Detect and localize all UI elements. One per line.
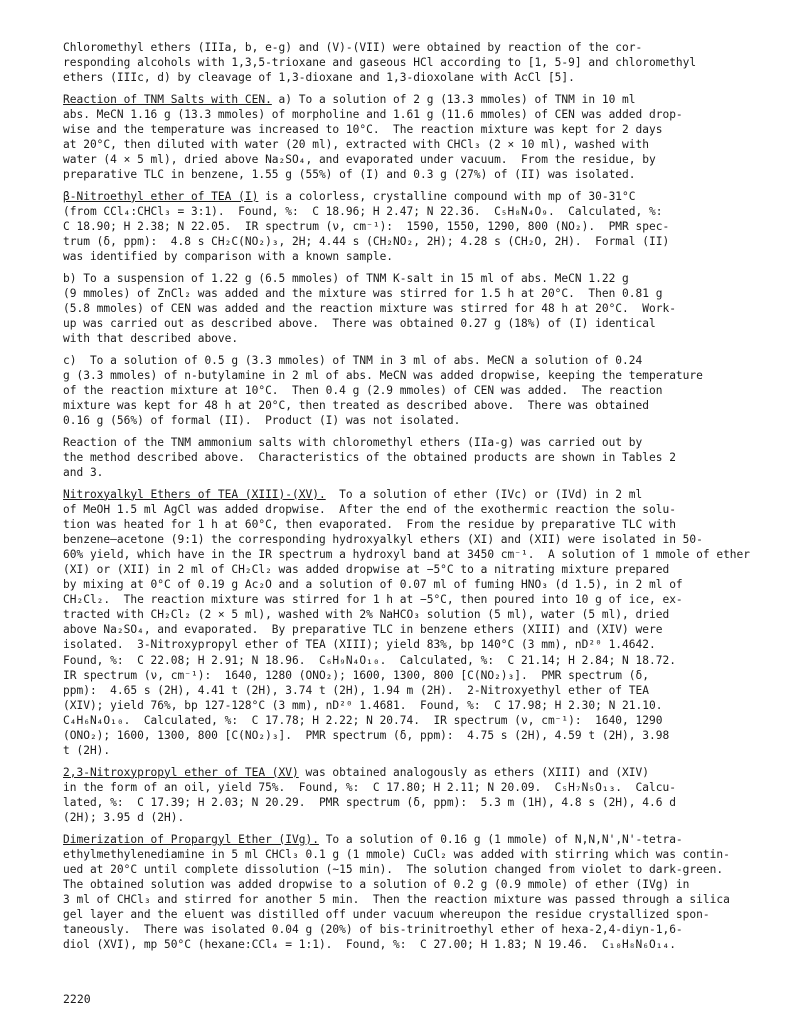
text-line: with that described above. xyxy=(63,332,239,346)
text-fragment: a) To a solution of 2 g (13.3 mmoles) of TNM in 10 ml xyxy=(271,92,636,106)
text-line: ethylmethylenediamine in 5 ml CHCl₃ 0.1 g (1 mmole) CuCl₂ was added with stirring which was contin- xyxy=(63,847,730,861)
text-fragment: To a solution of ether (IVc) or (IVd) in 2 ml xyxy=(325,487,643,501)
section-heading: 2,3-Nitroxypropyl ether of TEA (XV) xyxy=(63,765,299,779)
text-line: was identified by comparison with a known sample. xyxy=(63,250,394,264)
text-line: water (4 × 5 ml), dried above Na₂SO₄, and evaporated under vacuum. From the residue, by xyxy=(63,153,656,167)
text-line: gel layer and the eluent was distilled off under vacuum whereupon the residue crystallized spon- xyxy=(63,908,710,922)
text-line xyxy=(63,487,763,502)
text-line xyxy=(63,765,763,780)
text-line: ppm): 4.65 s (2H), 4.41 t (2H), 3.74 t (2H), 1.94 m (2H). 2-Nitroxyethyl ether of TEA xyxy=(63,683,649,697)
section-heading: Dimerization of Propargyl Ether (IVg). xyxy=(63,832,319,846)
text-line: 3 ml of CHCl₃ and stirred for another 5 min. Then the reaction mixture was passed through a silica xyxy=(63,892,730,906)
text-line: ued at 20°C until complete dissolution (~15 min). The solution changed from violet to dark-green. xyxy=(63,862,724,876)
text-line: c) To a solution of 0.5 g (3.3 mmoles) of TNM in 3 ml of abs. MeCN a solution of 0.24 xyxy=(63,353,643,367)
text-line: (XI) or (XII) in 2 ml of CH₂Cl₂ was added dropwise at −5°C to a nitrating mixture prepared xyxy=(63,563,670,576)
text-line: g (3.3 mmoles) of n-butylamine in 2 ml of abs. MeCN was added dropwise, keeping the temperature xyxy=(63,368,703,382)
text-line: tion was heated for 1 h at 60°C, then evaporated. From the residue by preparative TLC with xyxy=(63,517,676,531)
text-line: up was carried out as described above. There was obtained 0.27 g (18%) of (I) identical xyxy=(63,317,656,331)
paragraph-ammonium-salts xyxy=(63,435,763,480)
text-line: wise and the temperature was increased to 10°C. The reaction mixture was kept for 2 days xyxy=(63,122,663,136)
text-line: taneously. There was isolated 0.04 g (20%) of bis-trinitroethyl ether of hexa-2,4-diyn-1,6- xyxy=(63,923,683,937)
text-line: IR spectrum (ν, cm⁻¹): 1640, 1280 (ONO₂); 1600, 1300, 800 [C(NO₂)₃]. PMR spectrum (δ, xyxy=(63,668,649,682)
text-line: Chloromethyl ethers (IIIa, b, e-g) and (V)-(VII) were obtained by reaction of the cor- xyxy=(63,41,643,54)
paragraph-nitroxypropyl-xv xyxy=(63,765,763,825)
text-line: Found, %: C 22.08; H 2.91; N 18.96. C₆H₉N₄O₁₀. Calculated, %: C 21.14; H 2.84; N 18.72. xyxy=(63,653,676,667)
text-line: preparative TLC in benzene, 1.55 g (55%) of (I) and 0.3 g (27%) of (II) was isolated. xyxy=(63,168,636,182)
text-fragment: is a colorless, crystalline compound with mp of 30-31°C xyxy=(258,189,636,203)
section-heading: Reaction of TNM Salts with CEN. xyxy=(63,92,272,106)
text-fragment: To a solution of 0.16 g (1 mmole) of N,N,N',N'-tetra- xyxy=(318,832,683,846)
text-line: 0.16 g (56%) of formal (II). Product (I) was not isolated. xyxy=(63,414,461,428)
text-line: and 3. xyxy=(63,465,104,479)
text-line xyxy=(63,189,763,204)
text-line: the method described above. Characteristics of the obtained products are shown in Tables 2 xyxy=(63,450,676,464)
section-heading: Nitroxyalkyl Ethers of TEA (XIII)-(XV). xyxy=(63,487,326,501)
paragraph-beta-nitroethyl xyxy=(63,189,763,264)
text-line: t (2H). xyxy=(63,744,111,758)
text-line: (from CCl₄:CHCl₃ = 3:1). Found, %: C 18.96; H 2.47; N 22.36. C₅H₈N₄O₉. Calculated, %: xyxy=(63,204,663,218)
text-line: at 20°C, then diluted with water (20 ml), extracted with CHCl₃ (2 × 10 ml), washed with xyxy=(63,138,649,152)
text-line: The obtained solution was added dropwise to a solution of 0.2 g (0.9 mmole) of ether (IVg) in xyxy=(63,877,690,891)
text-line: (9 mmoles) of ZnCl₂ was added and the mixture was stirred for 1.5 h at 20°C. Then 0.81 g xyxy=(63,286,663,300)
section-heading: β-Nitroethyl ether of TEA (I) xyxy=(63,189,259,203)
text-line: (ONO₂); 1600, 1300, 800 [C(NO₂)₃]. PMR spectrum (δ, ppm): 4.75 s (2H), 4.59 t (2H), 3.98 xyxy=(63,729,670,743)
paragraph-part-c xyxy=(63,353,763,428)
text-line: isolated. 3-Nitroxypropyl ether of TEA (XIII); yield 83%, bp 140°C (3 mm), nD²⁰ 1.4642. xyxy=(63,638,656,652)
text-line: trum (δ, ppm): 4.8 s CH₂C(NO₂)₃, 2H; 4.44 s (CH₂NO₂, 2H); 4.28 s (CH₂O, 2H). Formal (II) xyxy=(63,235,670,249)
text-line: diol (XVI), mp 50°C (hexane:CCl₄ = 1:1). Found, %: C 27.00; H 1.83; N 19.46. C₁₀H₈N₆O₁₄. xyxy=(63,938,676,952)
text-line: 60% yield, which have in the IR spectrum a hydroxyl band at 3450 cm⁻¹. A solution of 1 mmole of ether xyxy=(63,547,751,561)
text-line xyxy=(63,92,763,107)
text-line: tracted with CH₂Cl₂ (2 × 5 ml), washed with 2% NaHCO₃ solution (5 ml), water (5 ml), dried xyxy=(63,608,670,622)
paragraph-reaction-tnm-cen xyxy=(63,92,763,183)
paragraph-intro xyxy=(63,40,763,85)
text-fragment: was obtained analogously as ethers (XIII) and (XIV) xyxy=(298,765,649,779)
text-line: (5.8 mmoles) of CEN was added and the reaction mixture was stirred for 48 h at 20°C. Work- xyxy=(63,302,676,315)
paragraph-nitroxyalkyl xyxy=(63,487,763,759)
page-body xyxy=(63,40,763,959)
text-line: lated, %: C 17.39; H 2.03; N 20.29. PMR spectrum (δ, ppm): 5.3 m (1H), 4.8 s (2H), 4.6 d xyxy=(63,795,676,809)
text-line: of the reaction mixture at 10°C. Then 0.4 g (2.9 mmoles) of CEN was added. The reaction xyxy=(63,383,663,397)
text-line: (XIV); yield 76%, bp 127-128°C (3 mm), nD²⁰ 1.4681. Found, %: C 17.98; H 2.30; N 21.10. xyxy=(63,698,663,712)
text-line: in the form of an oil, yield 75%. Found, %: C 17.80; H 2.11; N 20.09. C₅H₇N₅O₁₃. Calcu- xyxy=(63,780,676,794)
text-line: C 18.90; H 2.38; N 22.05. IR spectrum (ν, cm⁻¹): 1590, 1550, 1290, 800 (NO₂). PMR spec- xyxy=(63,220,670,234)
text-line: above Na₂SO₄, and evaporated. By preparative TLC in benzene ethers (XIII) and (XIV) were xyxy=(63,623,663,637)
text-line: mixture was kept for 48 h at 20°C, then treated as described above. There was obtained xyxy=(63,399,649,413)
text-line: CH₂Cl₂. The reaction mixture was stirred for 1 h at −5°C, then poured into 10 g of ice, ex- xyxy=(63,593,683,607)
text-line: b) To a suspension of 1.22 g (6.5 mmoles) of TNM K-salt in 15 ml of abs. MeCN 1.22 g xyxy=(63,271,629,285)
text-line: ethers (IIIc, d) by cleavage of 1,3-dioxane and 1,3-dioxolane with AcCl [5]. xyxy=(63,71,575,85)
text-line: of MeOH 1.5 ml AgCl was added dropwise. After the end of the exothermic reaction the solu- xyxy=(63,502,676,516)
paragraph-dimerization xyxy=(63,832,763,953)
text-line: responding alcohols with 1,3,5-trioxane and gaseous HCl according to [1, 5-9] and chloromethyl xyxy=(63,56,697,70)
text-line: (2H); 3.95 d (2H). xyxy=(63,811,185,824)
text-line: abs. MeCN 1.16 g (13.3 mmoles) of morpholine and 1.61 g (11.6 mmoles) of CEN was added drop- xyxy=(63,107,683,121)
text-line: C₄H₆N₄O₁₀. Calculated, %: C 17.78; H 2.22; N 20.74. IR spectrum (ν, cm⁻¹): 1640, 1290 xyxy=(63,713,663,727)
text-line xyxy=(63,832,763,847)
text-line: benzene—acetone (9:1) the corresponding hydroxyalkyl ethers (XI) and (XII) were isolated in 50- xyxy=(63,532,703,546)
text-line: Reaction of the TNM ammonium salts with chloromethyl ethers (IIa-g) was carried out by xyxy=(63,435,643,449)
paragraph-part-b xyxy=(63,271,763,346)
text-line: by mixing at 0°C of 0.19 g Ac₂O and a solution of 0.07 ml of fuming HNO₃ (d 1.5), in 2 ml of xyxy=(63,578,683,592)
page-number: 2220 xyxy=(63,992,91,1006)
